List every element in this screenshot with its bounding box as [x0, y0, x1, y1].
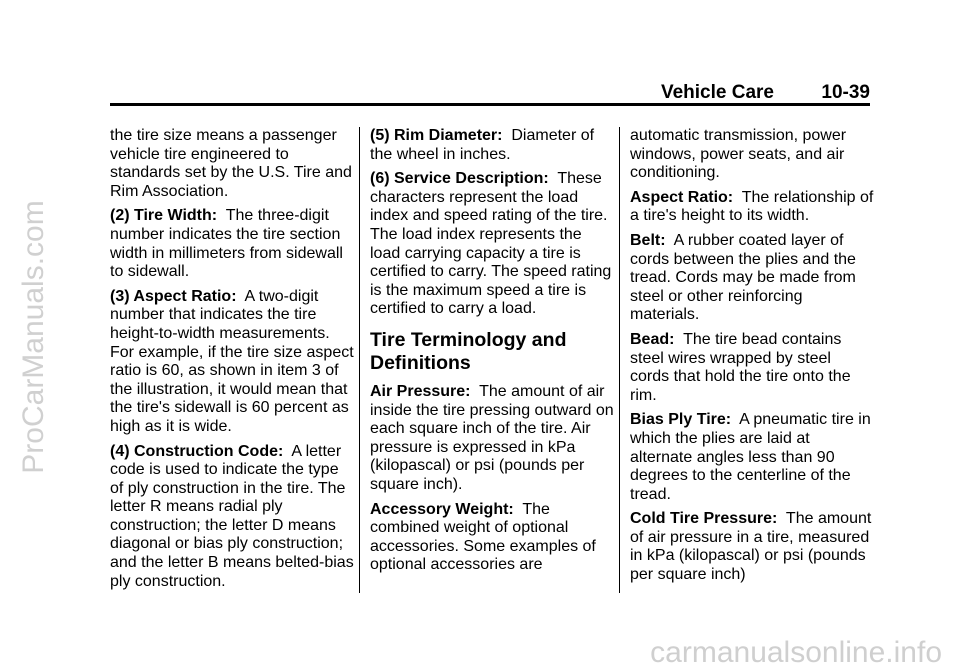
term: Bias Ply Tire:: [630, 411, 732, 429]
term: Bead:: [630, 330, 675, 348]
paragraph-text: These characters represent the load index and speed rating of the tire. The load index represents the load carrying capacity a tire is certified to carry. The speed rating is the maximum speed a tire is certified to carry a load.: [370, 170, 612, 318]
term: (2) Tire Width:: [110, 207, 218, 225]
paragraph-text: A letter code is used to indicate the type of ply construction in the tire. The letter R means radial ply construction; the letter D means diagonal or bias ply construction; and the letter B means belted-bias ply construction.: [110, 442, 354, 590]
column-2: [370, 127, 614, 581]
term: (3) Aspect Ratio:: [110, 287, 237, 305]
column-divider: [619, 127, 620, 593]
section-heading: Tire Terminology and Definitions: [370, 328, 567, 374]
paragraph-text: automatic transmission, power windows, power seats, and air conditioning.: [630, 127, 847, 182]
term: Air Pressure:: [370, 382, 471, 400]
paragraph-text: The combined weight of optional accessories. Some examples of optional accessories are: [370, 500, 596, 574]
paragraph-text: The relationship of a tire's height to its width.: [630, 188, 874, 225]
paragraph: [630, 510, 874, 584]
page-header: [110, 82, 870, 104]
term: (6) Service Description:: [370, 170, 549, 188]
term: Aspect Ratio:: [630, 188, 734, 206]
paragraph: [110, 127, 354, 201]
term: Belt:: [630, 231, 666, 249]
paragraph-text: the tire size means a passenger vehicle tire engineered to standards set by the U.S. Tire and Rim Association.: [110, 127, 352, 200]
watermark-bottom: carmanualsonline.info: [650, 636, 942, 669]
paragraph: [630, 127, 874, 183]
paragraph-text: A pneumatic tire in which the plies are laid at alternate angles less than 90 degrees to the centerline of the tread.: [630, 411, 871, 503]
term: (5) Rim Diameter:: [370, 127, 503, 144]
paragraph: [110, 288, 354, 437]
paragraph: [370, 383, 614, 495]
watermark-left: ProCarManuals.com: [17, 200, 50, 474]
paragraph-text: A two-digit number that indicates the tire height-to-width measurements. For example, if the tire size aspect ratio is 60, as shown in item 3 of the illustration, it would mean that the tire's sidewall is 60 percent as high as it is wide.: [110, 287, 354, 435]
paragraph: [370, 501, 614, 575]
paragraph: [110, 443, 354, 592]
header-rule: [110, 103, 870, 106]
column-3: [630, 127, 874, 591]
paragraph: [630, 411, 874, 504]
paragraph-text: Diameter of the wheel in inches.: [370, 127, 595, 163]
paragraph-text: The amount of air inside the tire pressing outward on each square inch of the tire. Air pressure is expressed in kPa (kilopascal) or psi (pounds per square inch).: [370, 382, 614, 493]
paragraph: [630, 189, 874, 226]
paragraph: [110, 207, 354, 281]
paragraph-text: The tire bead contains steel wires wrapped by steel cords that hold the tire onto the rim.: [630, 330, 851, 404]
paragraph: [630, 331, 874, 405]
paragraph-text: A rubber coated layer of cords between the plies and the tread. Cords may be made from steel or other reinforcing materials.: [630, 231, 856, 324]
paragraph: [370, 170, 614, 319]
section-title: Vehicle Care: [660, 82, 774, 103]
paragraph-text: The amount of air pressure in a tire, measured in kPa (kilopascal) or psi (pounds per square inch): [630, 510, 872, 584]
paragraph: [630, 232, 874, 325]
paragraph: [370, 127, 614, 164]
term: (4) Construction Code:: [110, 442, 284, 460]
column-divider: [359, 127, 360, 593]
page-number: 10-39: [821, 82, 870, 103]
paragraph-text: The three-digit number indicates the tire section width in millimeters from sidewall to sidewall.: [110, 207, 343, 281]
column-1: [110, 127, 354, 597]
term: Accessory Weight:: [370, 500, 514, 518]
term: Cold Tire Pressure:: [630, 510, 778, 528]
